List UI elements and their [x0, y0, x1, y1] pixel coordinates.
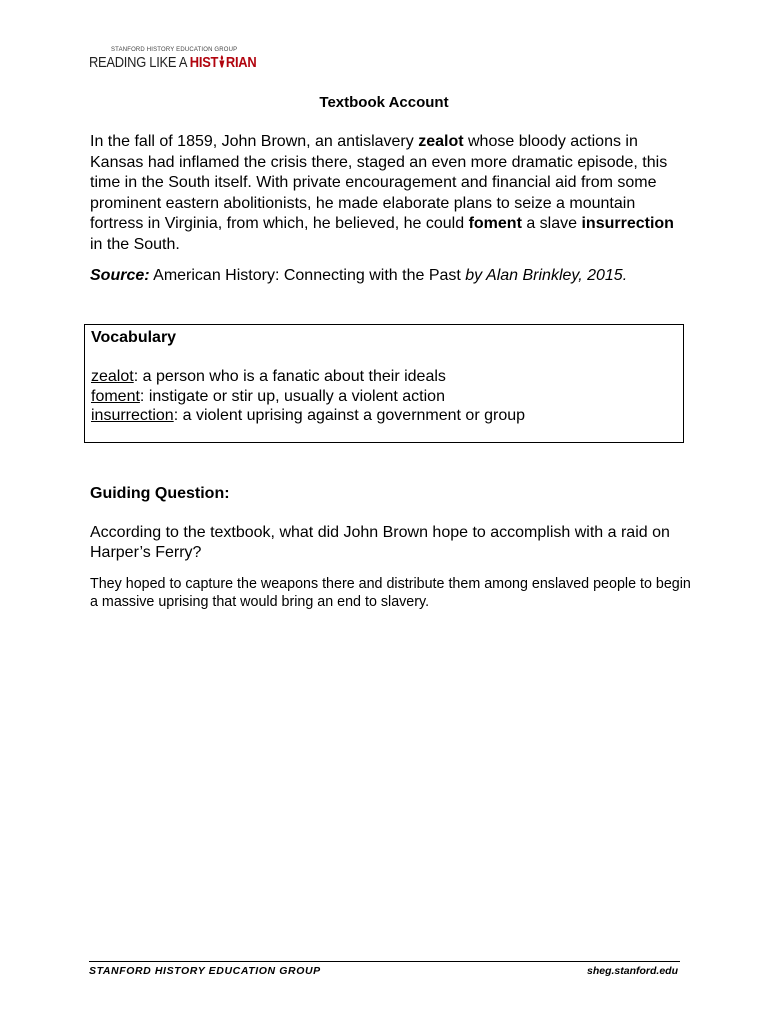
vocabulary-definition: : a person who is a fanatic about their ideals [133, 368, 446, 385]
guiding-question-title: Guiding Question: [90, 485, 230, 502]
logo-wordmark-part-1: READING LIKE A [89, 54, 190, 71]
guiding-question-text: According to the textbook, what did John Brown hope to accomplish with a raid on Harper’s Ferry? [90, 524, 670, 561]
footer-org: STANFORD HISTORY EDUCATION GROUP [89, 965, 321, 977]
term-zealot: zealot [418, 133, 464, 150]
source-label: Source: [90, 267, 150, 284]
vocabulary-definition: : instigate or stir up, usually a violent action [139, 387, 445, 405]
textbook-paragraph [90, 132, 690, 256]
vocabulary-term: insurrection [91, 407, 174, 424]
source-author: by Alan Brinkley, 2015. [465, 267, 628, 284]
sheg-logo [89, 46, 257, 74]
logo-wordmark-part-2: HIST [189, 54, 219, 71]
logo-wordmark [89, 54, 256, 71]
term-foment: foment [468, 215, 522, 233]
source-citation [90, 267, 627, 285]
vocabulary-item [91, 406, 525, 426]
page-title: Textbook Account [319, 94, 449, 111]
vocabulary-term: foment [91, 387, 140, 405]
vocabulary-list [91, 367, 525, 426]
paragraph-text: whose bloody actions in Kansas had inflamed the crisis there, staged an even more dramatic episode, this time in the South itself. With private encouragement and financial aid from some prominent eastern abolitionists, he made elaborate plans to seize a mountain fortress in Virginia, from which, he believed, he could [90, 133, 668, 233]
vocabulary-item [91, 367, 525, 387]
student-answer: They hoped to capture the weapons there and distribute them among enslaved people to begin a massive uprising that would bring an end to slavery. [90, 576, 691, 611]
vocabulary-box [84, 324, 684, 443]
footer-divider [89, 961, 680, 962]
vocabulary-term: zealot [91, 368, 134, 385]
source-title: American History: Connecting with the Past [149, 267, 466, 284]
term-insurrection: insurrection [581, 215, 674, 233]
paragraph-text: in the South. [90, 235, 180, 253]
vocabulary-definition: : a violent uprising against a government or group [173, 407, 526, 424]
footer-website: sheg.stanford.edu [586, 965, 678, 977]
vocabulary-title: Vocabulary [91, 329, 177, 346]
paragraph-text: In the fall of 1859, John Brown, an antislavery [90, 133, 419, 150]
paragraph-text: a slave [521, 215, 582, 233]
vocabulary-item [91, 387, 525, 407]
torch-icon [218, 54, 226, 71]
logo-org-name: STANFORD HISTORY EDUCATION GROUP [111, 46, 238, 53]
logo-wordmark-part-3: RIAN [225, 54, 257, 71]
